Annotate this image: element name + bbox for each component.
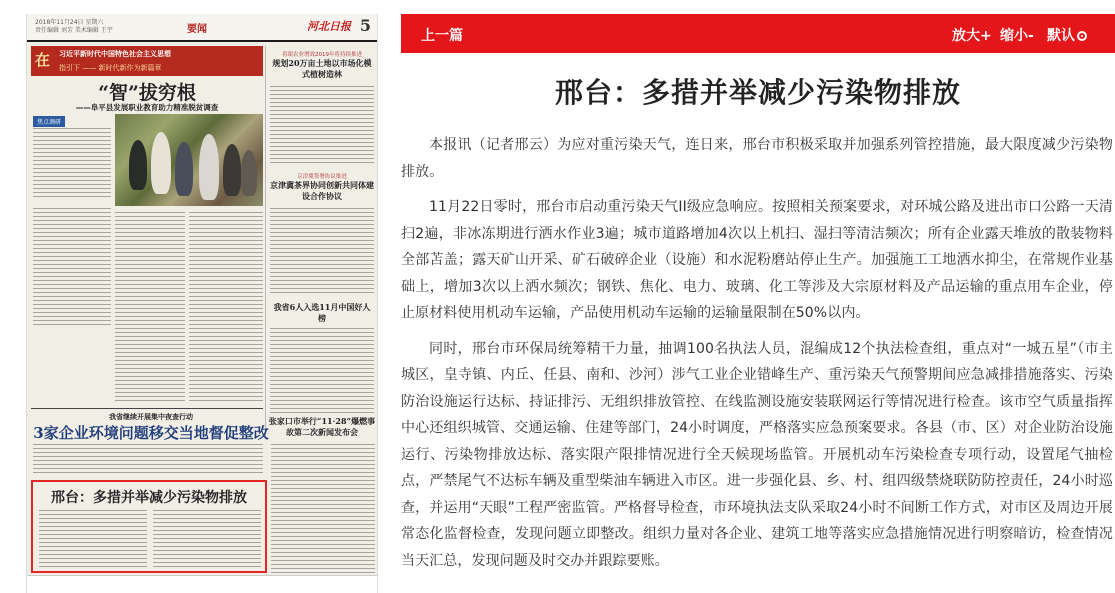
newspaper-text-block [270,86,374,166]
highlight-article-title: 邢台：多措并举减少污染物排放 [51,490,247,506]
article-paragraph: 本报讯（记者邢云）为应对重污染天气，连日来，邢台市积极采取并加强系列管控措施，最大限度减少污染物排放。 [401,137,1113,180]
article-title: 邢台：多措并举减少污染物排放 [554,76,961,109]
selected-article-highlight[interactable] [31,480,267,573]
newspaper-photo [115,114,263,206]
mid-kicker: 我省继续开展集中夜查行动 [109,413,193,421]
banner-line-1: 习近平新时代中国特色社会主义思想 [59,50,171,58]
banner-character: 在 [35,51,51,69]
newspaper-text-block [270,208,374,296]
newspaper-text-block [271,444,375,574]
mid-headline[interactable]: 3家企业环境问题移交当地督促整改 [33,424,269,442]
divider [31,408,263,409]
newspaper-brand-logo: 河北日报 [307,20,351,33]
newspaper-section-label: 要闻 [187,24,207,35]
banner-line-2: 指引下 —— 新时代新作为新篇章 [59,64,162,72]
zoom-in-button[interactable]: 放大+ [952,28,992,44]
zoom-out-button[interactable]: 缩小- [1000,28,1034,44]
right-kicker-2: 京津冀签署协议推进 [297,174,347,180]
zoom-default-label: 默认 [1047,28,1075,44]
zoom-default-button[interactable] [1047,25,1087,45]
newspaper-page-number: 5 [359,16,371,35]
newspaper-subheadline: ——阜平县发展职业教育助力精准脱贫调查 [75,103,219,112]
newspaper-text-block [33,128,111,198]
article-body [401,132,1113,583]
newspaper-page-thumbnail[interactable] [26,14,378,593]
right-headline[interactable]: 规划20万亩土地以市场化模式植树造林 [272,58,372,79]
date-line: 2018年11月24日 星期六 [35,19,104,26]
circle-icon [1077,31,1087,41]
right-headline-3[interactable]: 我省6人入选11月中国好人榜 [273,302,371,323]
right-kicker: 着眼农业增效2019年将持续推进 [282,52,362,58]
newspaper-tag-label: 焦点调研 [33,116,65,127]
newspaper-right-column [265,46,377,436]
newspaper-text-block [189,212,263,402]
newspaper-text-block [115,212,185,402]
article-container [401,68,1115,569]
article-paragraph: 同时，邢台市环保局统筹精干力量，抽调100名执法人员，混编成12个执法检查组，重点对“一城五星”（市主城区，皇寺镇、内丘、任县、南和、沙河）涉气工业企业错峰生产、重污染天气预警期间应急减排措施落实、污染防治设施运行达标、持证排污、无组织排放管控、在线监测设施安装联网运行等情况进行检查。该市空气质量指挥中心还组织城管、交通运输、住建等部门，24小时调度，严格落实应急预案要求。各县（市、区）对企业防治设施运行、污染物排放达标、落实限产限排情况进行全天候现场监管。开展机动车污染检查专项行动，设置尾气抽检点，严禁尾气不达标车辆及重型柴油车辆进入市区。进一步强化县、乡、村、组四级禁烧联防防控责任，24小时巡查，并运用“天眼”工程严密监管。严格督导检查，市环境执法支队采取24小时不间断工作方式，对市区及周边开展常态化监督检查，发现问题立即整改。组织力量对各企业、建筑工地等落实应急措施情况进行明察暗访，检查情况当天汇总，发现问题及时交办并跟踪要账。 [401,340,1113,569]
newspaper-date-line [35,19,145,35]
editor-line: 责任编辑 刘芳 美术编辑 王宇 [35,27,113,34]
right-bottom-headline[interactable]: 张家口市举行“11·28”爆燃事故第二次新闻发布会 [268,416,376,437]
newspaper-masthead [27,14,377,42]
newspaper-text-block [39,510,147,568]
newspaper-text-block [33,208,111,328]
newspaper-text-block [33,444,263,476]
newspaper-text-block [153,510,261,568]
newspaper-red-banner [31,46,263,76]
thumbnail-bottom-bar [27,575,377,593]
previous-article-link[interactable]: 上一篇 [421,28,463,44]
newspaper-text-block [270,328,374,414]
newspaper-main-headline[interactable]: “智”拔穷根 [98,82,196,104]
article-paragraph: 11月22日零时，邢台市启动重污染天气II级应急响应。按照相关预案要求，对环城公路及进出市口公路一天清扫2遍，非冰冻期进行洒水作业3遍；城市道路增加4次以上机扫、湿扫等清洁频次；所有企业露天堆放的散装物料全部苫盖；露天矿山开采、矿石破碎企业（设施）和水泥粉磨站停止生产。加强施工工地洒水抑尘，在常规作业基础上，增加3次以上洒水频次；钢铁、焦化、电力、玻璃、化工等涉及大宗原材料及产品运输的重点用车企业，停止原材料使用机动车运输，产品使用机动车运输的运输量限制在50%以内。 [401,199,1113,321]
right-headline-2[interactable]: 京津冀茶界协同创新共同体建设合作协议 [270,180,374,201]
article-toolbar [401,14,1115,53]
